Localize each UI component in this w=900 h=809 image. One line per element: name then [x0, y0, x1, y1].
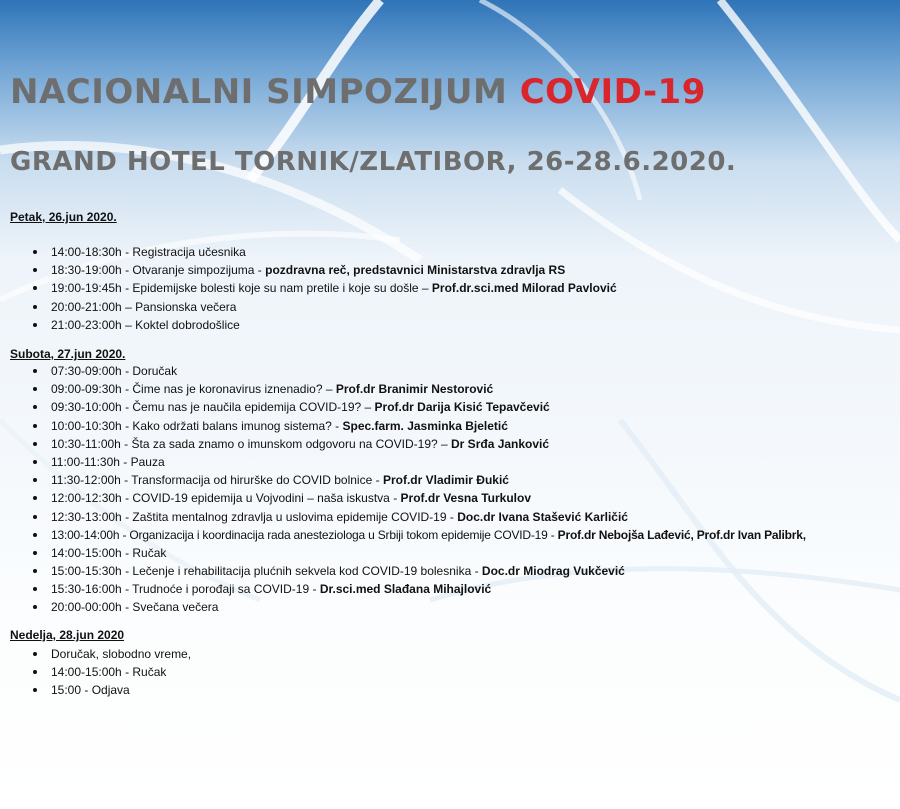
schedule-item: Doručak, slobodno vreme,: [10, 645, 191, 663]
schedule-item: 15:00 - Odjava: [10, 681, 191, 699]
page-title: [10, 72, 706, 112]
schedule-item: 12:00-12:30h - COVID-19 epidemija u Vojvodini – naša iskustva - Prof.dr Vesna Turkulov: [10, 489, 806, 507]
schedule-item: 14:00-15:00h - Ručak: [10, 663, 191, 681]
schedule-item: 09:30-10:00h - Čemu nas je naučila epidemija COVID-19? – Prof.dr Darija Kisić Tepavčević: [10, 398, 806, 416]
schedule-item: 18:30-19:00h - Otvaranje simpozijuma - pozdravna reč, predstavnici Ministarstva zdravlja RS: [10, 261, 617, 279]
schedule-item: 07:30-09:00h - Doručak: [10, 362, 806, 380]
schedule-item: 19:00-19:45h - Epidemijske bolesti koje su nam pretile i koje su došle – Prof.dr.sci.med Milorad Pavlović: [10, 279, 617, 297]
day-heading-friday: Petak, 26.jun 2020.: [10, 210, 117, 224]
schedule-item: 11:00-11:30h - Pauza: [10, 453, 806, 471]
schedule-item: 15:30-16:00h - Trudnoće i porođaji sa COVID-19 - Dr.sci.med Slađana Mihajlović: [10, 580, 806, 598]
title-main: NACIONALNI SIMPOZIJUM: [10, 72, 508, 112]
schedule-item: 14:00-15:00h - Ručak: [10, 544, 806, 562]
schedule-item: 21:00-23:00h – Koktel dobrodošlice: [10, 316, 617, 334]
title-covid: COVID-19: [519, 72, 706, 112]
schedule-item: 14:00-18:30h - Registracija učesnika: [10, 243, 617, 261]
schedule-item: 13:00-14:00h - Organizacija i koordinacija rada anesteziologa u Srbiji tokom epidemije COVID-19 - Prof.dr Nebojša Lađević, Prof.dr Ivan Palibrk,: [10, 526, 806, 544]
schedule-item: 10:30-11:00h - Šta za sada znamo o imunskom odgovoru na COVID-19? – Dr Srđa Janković: [10, 435, 806, 453]
day-heading-sunday: Nedelja, 28.jun 2020: [10, 628, 125, 642]
schedule-list-sunday: [10, 645, 191, 700]
day-heading-saturday: Subota, 27.jun 2020.: [10, 347, 126, 361]
schedule-item: 12:30-13:00h - Zaštita mentalnog zdravlja u uslovima epidemije COVID-19 - Doc.dr Ivana Stašević Karličić: [10, 508, 806, 526]
schedule-item: 09:00-09:30h - Čime nas je koronavirus iznenadio? – Prof.dr Branimir Nestorović: [10, 380, 806, 398]
schedule-item: 20:00-00:00h - Svečana večera: [10, 598, 806, 616]
schedule-item: 20:00-21:00h – Pansionska večera: [10, 298, 617, 316]
page-subtitle: GRAND HOTEL TORNIK/ZLATIBOR, 26-28.6.2020.: [10, 147, 737, 177]
schedule-list-saturday: [10, 362, 806, 617]
schedule-list-friday: [10, 243, 617, 334]
schedule-item: 15:00-15:30h - Lečenje i rehabilitacija plućnih sekvela kod COVID-19 bolesnika - Doc.dr Miodrag Vukčević: [10, 562, 806, 580]
schedule-item: 11:30-12:00h - Transformacija od hirurške do COVID bolnice - Prof.dr Vladimir Đukić: [10, 471, 806, 489]
schedule-item: 10:00-10:30h - Kako održati balans imunog sistema? - Spec.farm. Jasminka Bjeletić: [10, 417, 806, 435]
